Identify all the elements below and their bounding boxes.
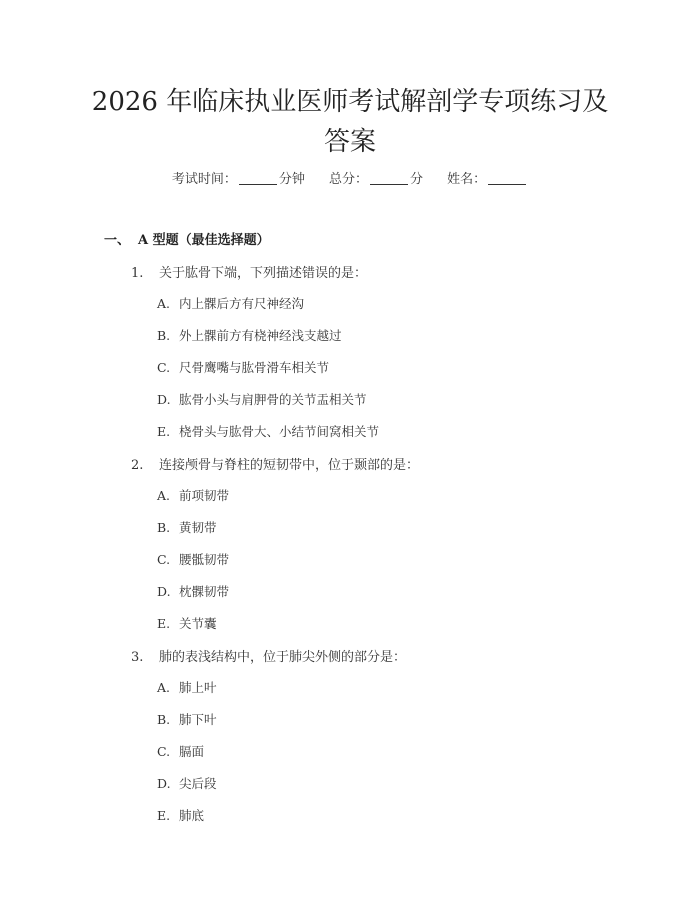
section-title: A 型题（最佳选择题） xyxy=(138,233,270,248)
student-name: 姓名： xyxy=(447,168,528,187)
question-2-option-c: C. 腰骶韧带 xyxy=(157,552,230,567)
score-blank xyxy=(370,170,408,185)
question-1-option-c: C. 尺骨鹰嘴与肱骨滑车相关节 xyxy=(157,360,330,375)
total-score: 总分： 分 xyxy=(328,172,424,187)
question-2-option-a: A. 前项韧带 xyxy=(157,488,230,503)
question-3: 3. 肺的表浅结构中，位于肺尖外侧的部分是： xyxy=(131,650,407,665)
question-3-option-e: E. 肺底 xyxy=(157,808,205,823)
title-line-2: 答案 xyxy=(323,127,376,157)
section-number: 一、 xyxy=(104,233,131,248)
exam-meta xyxy=(0,168,700,187)
question-1-option-e: E. 桡骨头与肱骨大、小结节间窝相关节 xyxy=(157,424,380,439)
question-1-option-b: B. 外上髁前方有桡神经浅支越过 xyxy=(157,328,342,343)
question-2-option-e: E. 关节囊 xyxy=(157,616,217,631)
question-1: 1. 关于肱骨下端，下列描述错误的是： xyxy=(131,266,368,281)
question-2: 2. 连接颅骨与脊柱的短韧带中，位于颞部的是： xyxy=(131,458,420,473)
question-1-option-d: D. 肱骨小头与肩胛骨的关节盂相关节 xyxy=(157,392,367,407)
document-title xyxy=(90,82,610,162)
name-blank xyxy=(488,170,526,185)
section-heading xyxy=(104,229,270,248)
time-blank xyxy=(239,170,277,185)
title-line-1: 2026 年临床执业医师考试解剖学专项练习及 xyxy=(91,87,609,117)
question-3-option-d: D. 尖后段 xyxy=(157,776,217,791)
exam-time: 考试时间： 分钟 xyxy=(171,172,305,187)
question-2-option-b: B. 黄韧带 xyxy=(157,520,217,535)
question-3-option-c: C. 膈面 xyxy=(157,744,205,759)
question-3-option-a: A. 肺上叶 xyxy=(157,680,217,695)
question-1-option-a: A. 内上髁后方有尺神经沟 xyxy=(157,296,305,311)
question-2-option-d: D. 枕髁韧带 xyxy=(157,584,230,599)
question-3-option-b: B. 肺下叶 xyxy=(157,712,217,727)
